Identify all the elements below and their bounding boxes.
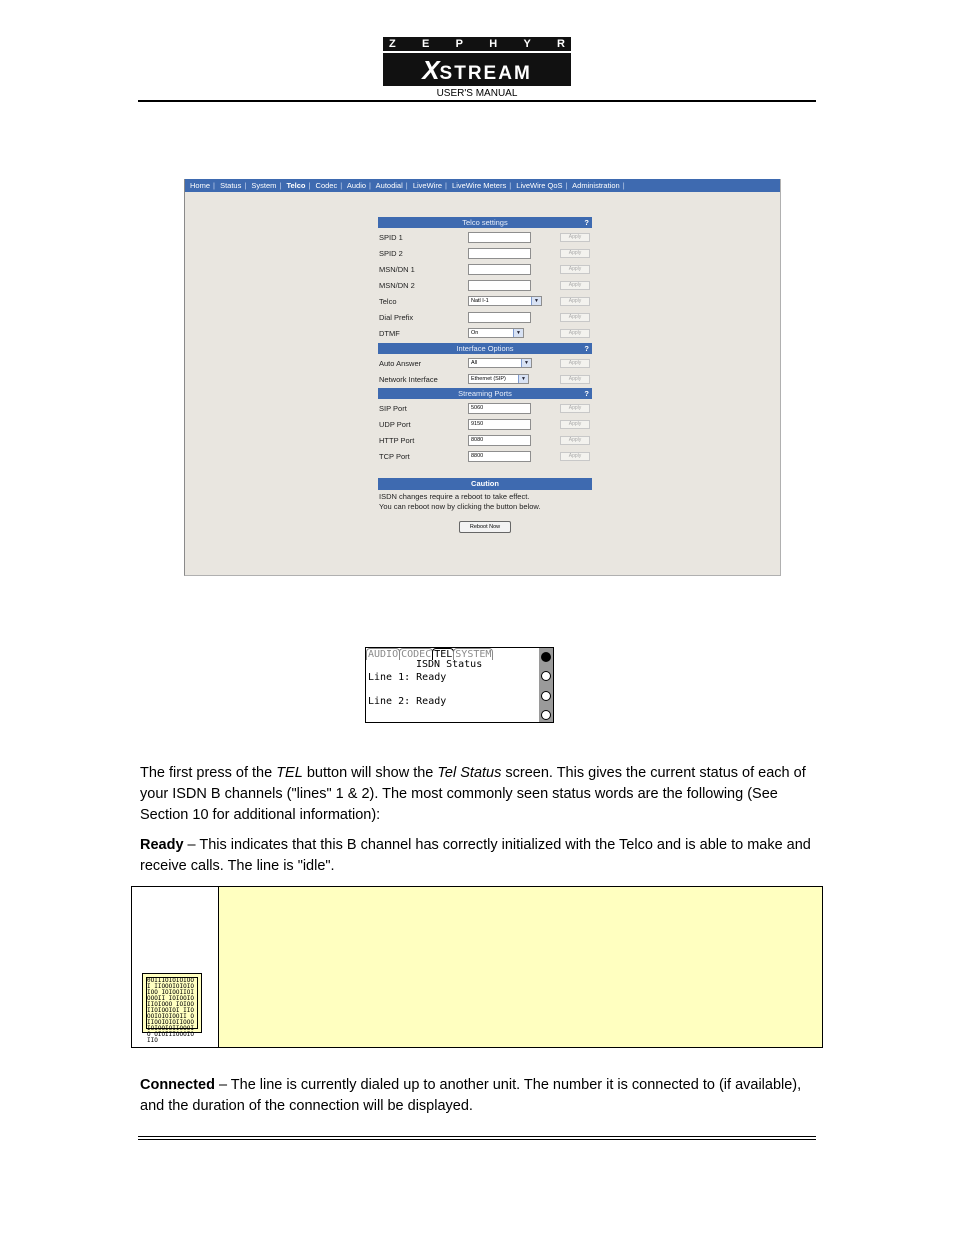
network-interface-apply-button[interactable]: Apply xyxy=(560,375,590,384)
network-interface-select[interactable]: Ethernet (SIP) ▼ xyxy=(468,374,529,384)
spid1-label: SPID 1 xyxy=(379,233,403,242)
nav-livewire-meters[interactable]: LiveWire Meters xyxy=(452,181,507,190)
logo-divider xyxy=(383,51,571,53)
manual-label: USER'S MANUAL xyxy=(436,88,518,99)
zephyr-xstream-logo xyxy=(383,37,571,86)
dtmf-label: DTMF xyxy=(379,329,400,338)
lcd-line-1-status: Line 1: Ready xyxy=(368,672,447,683)
help-icon[interactable]: ? xyxy=(584,218,589,227)
connected-paragraph: Connected – The line is currently dialed up to another unit. The number it is connected to (if available), and the duration of the connection will be displayed. xyxy=(140,1077,802,1114)
dtmf-apply-button[interactable]: Apply xyxy=(560,329,590,338)
dtmf-select[interactable]: On ▼ xyxy=(468,328,524,338)
http-port-label: HTTP Port xyxy=(379,436,415,445)
chevron-down-icon: ▼ xyxy=(521,359,531,367)
lcd-tab-codec: CODEC xyxy=(401,649,432,660)
interface-options-header: Interface Options ? xyxy=(378,343,592,354)
caution-line-1: ISDN changes require a reboot to take effect. xyxy=(379,492,530,501)
lcd-line-2-status: Line 2: Ready xyxy=(368,696,447,707)
spid2-apply-button[interactable]: Apply xyxy=(560,249,590,258)
dial-prefix-apply-button[interactable]: Apply xyxy=(560,313,590,322)
tcp-port-label: TCP Port xyxy=(379,452,410,461)
note-box xyxy=(131,886,823,1048)
telco-web-screenshot xyxy=(184,179,781,576)
nav-administration[interactable]: Administration xyxy=(572,181,620,190)
lcd-tab-system: SYSTEM xyxy=(455,649,492,660)
udp-port-apply-button[interactable]: Apply xyxy=(560,420,590,429)
dial-prefix-input[interactable] xyxy=(468,312,531,323)
footer-rule-bottom xyxy=(138,1139,816,1140)
nav-livewire[interactable]: LiveWire xyxy=(412,181,442,190)
tcp-port-apply-button[interactable]: Apply xyxy=(560,452,590,461)
help-icon[interactable]: ? xyxy=(584,344,589,353)
lcd-title: ISDN Status xyxy=(416,659,483,670)
http-port-input[interactable]: 8080 xyxy=(468,435,531,446)
chevron-down-icon: ▼ xyxy=(531,297,541,305)
auto-answer-label: Auto Answer xyxy=(379,359,422,368)
msn2-apply-button[interactable]: Apply xyxy=(560,281,590,290)
caution-line-2: You can reboot now by clicking the button below. xyxy=(379,502,541,511)
caution-header: Caution xyxy=(378,478,592,490)
nav-autodial[interactable]: Autodial xyxy=(375,181,403,190)
spid2-label: SPID 2 xyxy=(379,249,403,258)
page-dot-icon xyxy=(541,652,551,662)
network-interface-label: Network Interface xyxy=(379,375,438,384)
ready-paragraph: Ready – This indicates that this B channel has correctly initialized with the Telco and is able to make and receive calls. The line is "idle". xyxy=(140,837,811,874)
telco-select[interactable]: Natl I-1 ▼ xyxy=(468,296,542,306)
header-rule xyxy=(138,100,816,102)
sip-port-apply-button[interactable]: Apply xyxy=(560,404,590,413)
spid2-input[interactable] xyxy=(468,248,531,259)
tel-status-paragraph: The first press of the TEL button will show the Tel Status screen. This gives the current status of each of your ISDN B channels ("lines" 1 & 2). The most commonly seen status words are the following (See Section 10 for additional information): xyxy=(140,765,806,823)
telco-settings-header: Telco settings ? xyxy=(378,217,592,228)
msn1-label: MSN/DN 1 xyxy=(379,265,415,274)
telco-label: Telco xyxy=(379,297,397,306)
spid1-apply-button[interactable]: Apply xyxy=(560,233,590,242)
logo-word: XSTREAM xyxy=(422,55,532,85)
http-port-apply-button[interactable]: Apply xyxy=(560,436,590,445)
lcd-tel-status-screen xyxy=(365,647,554,723)
nav-livewire-qos[interactable]: LiveWire QoS xyxy=(516,181,563,190)
msn2-label: MSN/DN 2 xyxy=(379,281,415,290)
note-icon-cell xyxy=(132,887,219,1047)
help-icon[interactable]: ? xyxy=(584,389,589,398)
nav-system[interactable]: System xyxy=(251,181,277,190)
lcd-page-indicator xyxy=(539,648,553,722)
web-nav-bar: Home | Status | System | Telco | Codec | Audio | Autodial | LiveWire | LiveWire Meters | LiveWire QoS | Administration | xyxy=(185,179,780,192)
auto-answer-select[interactable]: All ▼ xyxy=(468,358,532,368)
nav-status[interactable]: Status xyxy=(220,181,242,190)
streaming-ports-header: Streaming Ports ? xyxy=(378,388,592,399)
footer-rule-top xyxy=(138,1136,816,1137)
sip-port-input[interactable]: 5060 xyxy=(468,403,531,414)
tcp-port-input[interactable]: 8800 xyxy=(468,451,531,462)
binary-code-icon: 0OIIIOIOIOIOOI IIOOOIOIOIOIOO IOIOOIIOIOOOII IOIOOIOIIOIOOO IOIOOIIOIOOIOI IIOOOIOIOIOOII OIIOOIOIOIIOOO IOIOOIOIIOOOIO OIOIIIOOOIOIIO xyxy=(142,973,202,1033)
chevron-down-icon: ▼ xyxy=(518,375,528,383)
page-dot-icon xyxy=(541,671,551,681)
chevron-down-icon: ▼ xyxy=(513,329,523,337)
page-dot-icon xyxy=(541,710,551,720)
sip-port-label: SIP Port xyxy=(379,404,407,413)
page-dot-icon xyxy=(541,691,551,701)
auto-answer-apply-button[interactable]: Apply xyxy=(560,359,590,368)
udp-port-label: UDP Port xyxy=(379,420,411,429)
lcd-tab-audio: AUDIO xyxy=(368,649,399,660)
nav-codec[interactable]: Codec xyxy=(315,181,338,190)
spid1-input[interactable] xyxy=(468,232,531,243)
msn1-input[interactable] xyxy=(468,264,531,275)
nav-audio[interactable]: Audio xyxy=(346,181,367,190)
udp-port-input[interactable]: 9150 xyxy=(468,419,531,430)
msn1-apply-button[interactable]: Apply xyxy=(560,265,590,274)
telco-apply-button[interactable]: Apply xyxy=(560,297,590,306)
nav-telco[interactable]: Telco xyxy=(286,181,306,190)
msn2-input[interactable] xyxy=(468,280,531,291)
logo-letters: Z E P H Y R xyxy=(389,38,565,50)
nav-home[interactable]: Home xyxy=(190,181,211,190)
reboot-now-button[interactable]: Reboot Now xyxy=(459,521,511,533)
dial-prefix-label: Dial Prefix xyxy=(379,313,414,322)
lcd-tab-tel: TEL xyxy=(434,649,453,660)
